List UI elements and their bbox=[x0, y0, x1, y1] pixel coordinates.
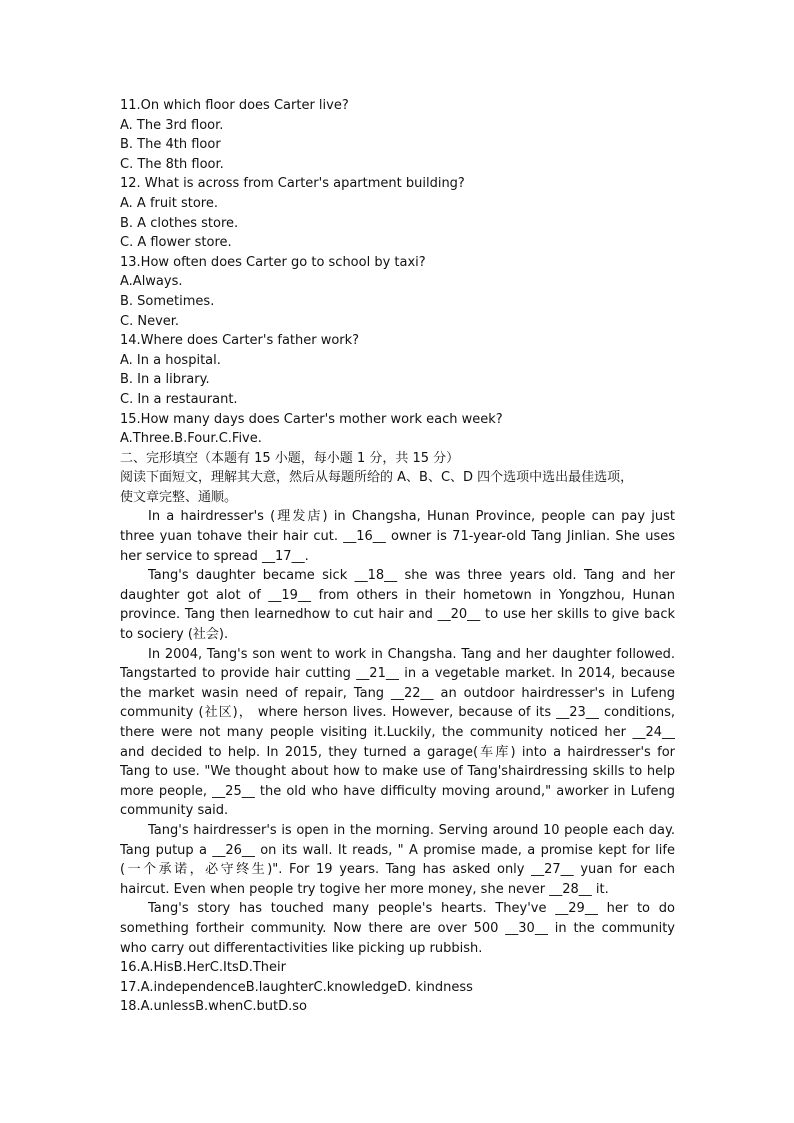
option: C. In a restaurant. bbox=[120, 391, 238, 407]
paragraph-4 bbox=[120, 821, 675, 899]
passage-line: Tangstarted to provide hair cutting __21__ in a vegetable market. In 2014, because bbox=[120, 666, 675, 682]
option: B. A clothes store. bbox=[120, 215, 239, 231]
passage-line: daughter got alot of __19__ from others in their hometown in Yongzhou, Hunan bbox=[120, 587, 675, 603]
passage-line: three yuan tohave their hair cut. __16__ owner is 71-year-old Tang Jinlian. She uses bbox=[120, 529, 675, 545]
question-stem: 12. What is across from Carter's apartment building? bbox=[120, 176, 465, 192]
question-stem: 15.How many days does Carter's mother work each week? bbox=[120, 411, 503, 427]
passage-line: and decided to help. In 2015, they turned a garage(车库) into a hairdresser's for bbox=[120, 744, 675, 760]
question-12 bbox=[120, 174, 675, 252]
passage-line: haircut. Even when people try togive her more money, she never __28__ it. bbox=[120, 881, 609, 897]
question-stem: 14.Where does Carter's father work? bbox=[120, 333, 360, 349]
passage-line: who carry out differentactivities like picking up rubbish. bbox=[120, 940, 483, 956]
paragraph-1 bbox=[120, 507, 675, 566]
passage-line: Tang's hairdresser's is open in the morning. Serving around 10 people each day. bbox=[148, 822, 675, 838]
section-heading: 二、完形填空（本题有 15 小题，每小题 1 分，共 15 分） bbox=[120, 450, 460, 466]
passage-line: Tang's story has touched many people's hearts. They've __29__ her to do bbox=[148, 901, 675, 917]
option: A.Three.B.Four.C.Five. bbox=[120, 431, 262, 447]
passage-line: In a hairdresser's (理发店) in Changsha, Hunan Province, people can pay just bbox=[148, 509, 675, 525]
passage-line: something fortheir community. Now there are over 500 __30__ in the community bbox=[120, 920, 675, 936]
passage-line: to sociery (社会). bbox=[120, 627, 229, 643]
option: A.Always. bbox=[120, 274, 183, 290]
passage-line: Tang's daughter became sick __18__ she was three years old. Tang and her bbox=[148, 568, 675, 584]
question-14 bbox=[120, 331, 675, 409]
option: A. A fruit store. bbox=[120, 195, 218, 211]
section-instructions: 阅读下面短文，理解其大意，然后从每题所给的 A、B、C、D 四个选项中选出最佳选项， bbox=[120, 470, 634, 486]
passage-line: Tang putup a __26__ on its wall. It reads, " A promise made, a promise kept for life bbox=[120, 842, 675, 858]
paragraph-2 bbox=[120, 566, 675, 644]
passage-line: the market wasin need of repair, Tang __22__ an outdoor hairdresser's in Lufeng bbox=[120, 685, 675, 701]
choice-line: 16.A.HisB.HerC.ItsD.Their bbox=[120, 960, 286, 976]
option: C. A flower store. bbox=[120, 235, 232, 251]
option: B. Sometimes. bbox=[120, 293, 215, 309]
option: C. The 8th floor. bbox=[120, 156, 224, 172]
question-15 bbox=[120, 410, 675, 449]
option: A. In a hospital. bbox=[120, 352, 221, 368]
passage-line: province. Tang then learnedhow to cut hair and __20__ to use her skills to give back bbox=[120, 607, 675, 623]
question-13 bbox=[120, 253, 675, 331]
passage-line: more people, __25__ the old who have difficulty moving around," aworker in Lufeng bbox=[120, 783, 675, 799]
passage-line: Tang to use. "We thought about how to make use of Tang'shairdressing skills to help bbox=[120, 764, 675, 780]
passage bbox=[120, 507, 675, 958]
paragraph-3 bbox=[120, 645, 675, 821]
option: B. In a library. bbox=[120, 372, 210, 388]
exam-page bbox=[120, 96, 675, 1017]
option: B. The 4th floor bbox=[120, 137, 221, 153]
passage-line: (一个承诺，必守终生)". For 19 years. Tang has asked only __27__ yuan for each bbox=[120, 862, 675, 878]
question-stem: 13.How often does Carter go to school by taxi? bbox=[120, 254, 426, 270]
section-instructions: 使文章完整、通顺。 bbox=[120, 489, 238, 505]
option: C. Never. bbox=[120, 313, 180, 329]
passage-line: her service to spread __17__. bbox=[120, 548, 309, 564]
question-stem: 11.On which floor does Carter live? bbox=[120, 98, 349, 113]
question-11 bbox=[120, 96, 675, 174]
passage-line: there were not many people visiting it.Luckily, the community noticed her __24__ bbox=[120, 725, 675, 740]
passage-line: In 2004, Tang's son went to work in Changsha. Tang and her daughter followed. bbox=[148, 646, 675, 662]
choice-line: 18.A.unlessB.whenC.butD.so bbox=[120, 999, 307, 1015]
paragraph-5 bbox=[120, 899, 675, 958]
passage-line: community (社区)， where herson lives. However, because of its __23__ conditions, bbox=[120, 705, 675, 721]
passage-line: community said. bbox=[120, 803, 229, 819]
choice-line: 17.A.independenceB.laughterC.knowledgeD. kindness bbox=[120, 979, 473, 995]
answer-choices bbox=[120, 958, 675, 1017]
option: A. The 3rd floor. bbox=[120, 117, 224, 133]
